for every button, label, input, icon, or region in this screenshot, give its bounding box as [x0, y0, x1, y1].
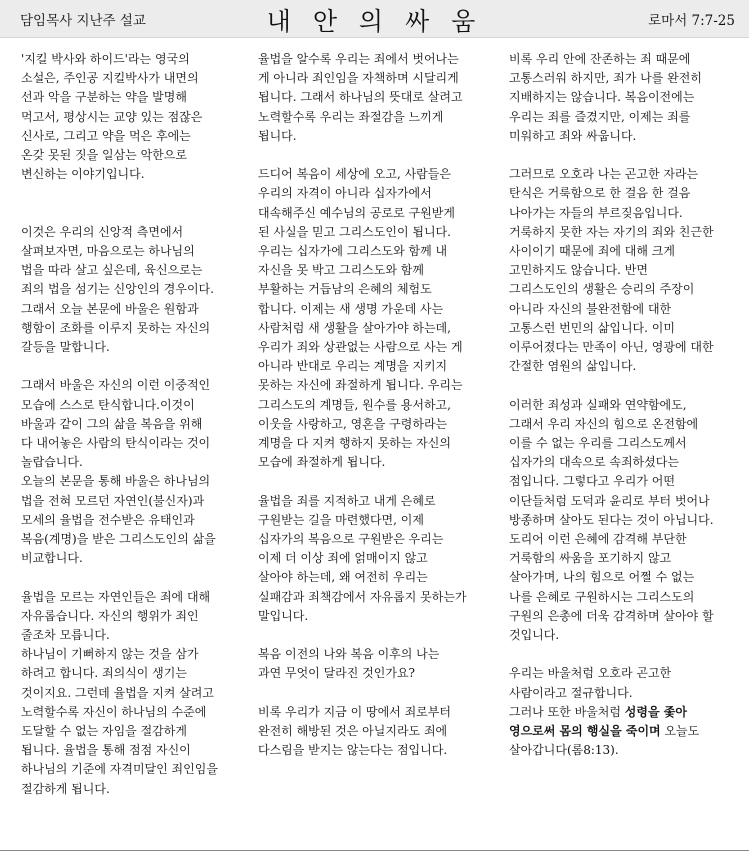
text-line: 실패감과 죄책감에서 자유롭지 못하는가 — [258, 589, 467, 604]
bold-emphasis: 성령을 좇아 — [624, 704, 687, 719]
text-line: 거룩함의 싸움을 포기하지 않고 — [509, 551, 672, 566]
text-line: 갈등을 말합니다. — [21, 340, 110, 355]
text-line — [509, 703, 739, 722]
bold-emphasis: 영으로써 몸의 행실을 죽이며 — [509, 724, 661, 739]
text-line: 다스림을 받지는 않는다는 점입니다. — [258, 743, 448, 758]
text-line: 하나님이 기뻐하지 않는 것을 삼가 — [21, 647, 199, 662]
text-line: 먹고서, 평상시는 교양 있는 점잖은 — [21, 109, 203, 124]
text-column-2 — [258, 50, 488, 760]
text-line: 이러한 죄성과 실패와 연약함에도, — [509, 397, 687, 412]
text-line: 살아가며, 나의 힘으로 어쩔 수 없는 — [509, 570, 695, 585]
text-line: 살아갑니다(롬8:13). — [509, 743, 619, 758]
text-line: 나를 은혜로 구원하시는 그리스도의 — [509, 589, 695, 604]
text-line: 고통스런 번민의 삶입니다. 이미 — [509, 320, 675, 335]
text-line: 선과 악을 구분하는 약을 발명해 — [21, 90, 187, 105]
text-line: 사람이라고 절규합니다. — [509, 685, 633, 700]
text-line: 신사로, 그리고 약을 먹은 후에는 — [21, 128, 191, 143]
text-line: 사람처럼 새 생활을 살아가야 하는데, — [258, 320, 451, 335]
text-line: 비록 우리 안에 잔존하는 죄 때문에 — [509, 52, 691, 66]
text-line: 법을 따라 살고 싶은데, 육신으로는 — [21, 263, 203, 278]
text-line: 구원받는 길을 마련했다면, 이제 — [258, 512, 424, 527]
text-line: 율법을 모르는 자연인들은 죄에 대해 — [21, 589, 211, 604]
text-line: 바울과 같이 그의 삶을 복음을 위해 — [21, 416, 203, 431]
text-line: 게 아니라 죄인임을 자책하며 시달리게 — [258, 71, 459, 86]
text-column-3 — [509, 50, 739, 760]
text-run: 그러나 또한 바울처럼 — [509, 704, 625, 719]
text-line: 계명을 다 지켜 행하지 못하는 자신의 — [258, 436, 451, 451]
text-run: 오늘도 — [660, 724, 700, 739]
text-line: 그리스도인의 생활은 승리의 주장이 — [509, 282, 695, 297]
text-line: 것이지요. 그런데 율법을 지켜 살려고 — [21, 685, 214, 700]
text-line: 우리는 십자가에 그리스도와 함께 내 — [258, 244, 448, 259]
text-line: 노력할수록 자신이 하나님의 수준에 — [21, 704, 207, 719]
text-line — [509, 722, 739, 741]
text-line: 나아가는 자들의 부르짖음입니다. — [509, 205, 683, 220]
text-line: 자유롭습니다. 자신의 행위가 죄인 — [21, 608, 199, 623]
text-line: 그러므로 오호라 나는 곤고한 자라는 — [509, 167, 699, 182]
text-line: 지배하지는 않습니다. 복음이전에는 — [509, 90, 695, 105]
text-line: 드디어 복음이 세상에 오고, 사람들은 — [258, 167, 451, 182]
text-line: 됩니다. 율법을 통해 점점 자신이 — [21, 743, 191, 758]
text-line: 십자가의 복음으로 구원받은 우리는 — [258, 532, 444, 547]
text-line: '지킬 박사와 하이드'라는 영국의 — [21, 52, 190, 66]
text-line: 도리어 이런 은혜에 감격해 부단한 — [509, 532, 687, 547]
text-line: 점입니다. 그렇다고 우리가 어떤 — [509, 474, 675, 489]
text-line: 탄식은 거룩함으로 한 걸음 한 걸음 — [509, 186, 691, 201]
text-line: 율법을 죄를 지적하고 내게 은혜로 — [258, 493, 436, 508]
text-line: 십자가의 대속으로 속죄하셨다는 — [509, 455, 679, 470]
text-line: 이를 수 없는 우리를 그리스도께서 — [509, 436, 687, 451]
text-line: 말입니다. — [258, 608, 309, 623]
text-line: 이루어졌다는 만족이 아닌, 영광에 대한 — [509, 340, 714, 355]
text-line: 구원의 은총에 더욱 감격하며 살아야 할 — [509, 608, 714, 623]
text-line: 이웃을 사랑하고, 영혼을 구령하라는 — [258, 416, 448, 431]
text-line: 모습에 좌절하게 됩니다. — [258, 455, 386, 470]
text-line: 간절한 염원의 삶입니다. — [509, 359, 637, 374]
text-line: 하나님의 기준에 자격미달인 죄인임을 — [21, 762, 218, 777]
text-line: 법을 전혀 모르던 자연인(불신자)과 — [21, 493, 205, 508]
text-line: 고민하지도 않습니다. 반면 — [509, 263, 648, 278]
text-line: 방종하며 살아도 된다는 것이 아닙니다. — [509, 512, 714, 527]
text-line: 아니라 반대로 우리는 계명을 지키지 — [258, 359, 448, 374]
text-line: 비록 우리가 지금 이 땅에서 죄로부터 — [258, 704, 451, 719]
text-line: 이것은 우리의 신앙적 측면에서 — [21, 224, 184, 239]
text-line: 우리는 죄를 즐겼지만, 이제는 죄를 — [509, 109, 691, 124]
text-line: 자신을 못 박고 그리스도와 함께 — [258, 263, 424, 278]
text-line: 절감하게 됩니다. — [21, 781, 110, 796]
text-line: 온갖 못된 짓을 일삼는 악한으로 — [21, 148, 187, 163]
text-line: 완전히 해방된 것은 아닐지라도 죄에 — [258, 724, 448, 739]
text-line: 아니라 자신의 불완전함에 대한 — [509, 301, 672, 316]
text-line: 줄조차 모릅니다. — [21, 628, 110, 643]
text-line: 다 내어놓은 사람의 탄식이라는 것이 — [21, 436, 211, 451]
header-label: 담임목사 지난주 설교 — [20, 13, 146, 29]
text-line: 된 사실을 믿고 그리스도인이 됩니다. — [258, 224, 451, 239]
text-line: 부활하는 거듭남의 은혜의 체험도 — [258, 282, 432, 297]
text-line: 하려고 합니다. 죄의식이 생기는 — [21, 666, 187, 681]
text-line: 비교합니다. — [21, 551, 83, 566]
text-line: 우리는 바울처럼 오호라 곤고한 — [509, 666, 672, 681]
text-line: 복음 이전의 나와 복음 이후의 나는 — [258, 647, 440, 662]
text-line: 고통스러워 하지만, 죄가 나를 완전히 — [509, 71, 702, 86]
text-line: 우리의 자격이 아니라 십자가에서 — [258, 186, 432, 201]
text-line: 이단들처럼 도덕과 윤리로 부터 벗어나 — [509, 493, 710, 508]
text-line: 미워하고 죄와 싸웁니다. — [509, 128, 637, 143]
text-line: 도달할 수 없는 자임을 절감하게 — [21, 724, 187, 739]
text-line: 거룩하지 못한 자는 자기의 죄와 친근한 — [509, 224, 714, 239]
text-line: 살펴보자면, 마음으로는 하나님의 — [21, 244, 195, 258]
text-line: 율법을 알수록 우리는 죄에서 벗어나는 — [258, 52, 459, 66]
text-line: 오늘의 본문을 통해 바울은 하나님의 — [21, 474, 211, 489]
text-line: 모세의 율법을 전수받은 유태인과 — [21, 512, 195, 527]
text-line: 그래서 우리 자신의 힘으로 온전함에 — [509, 416, 699, 431]
sermon-title: 내 안 의 싸 움 — [266, 7, 483, 36]
text-line: 사이이기 때문에 죄에 대해 크게 — [509, 244, 675, 259]
text-line: 그래서 바울은 자신의 이런 이중적인 — [21, 378, 211, 393]
text-line: 것입니다. — [509, 628, 560, 643]
bottom-divider — [0, 850, 749, 851]
text-line: 못하는 자신에 좌절하게 됩니다. 우리는 — [258, 378, 463, 393]
text-line: 그리스도의 계명들, 원수를 용서하고, — [258, 397, 451, 412]
text-line: 놀랍습니다. — [21, 455, 83, 470]
text-line: 됩니다. 그래서 하나님의 뜻대로 살려고 — [258, 90, 463, 105]
text-line: 합니다. 이제는 새 생명 가운데 사는 — [258, 301, 444, 316]
text-line: 됩니다. — [258, 128, 297, 143]
text-line: 모습에 스스로 탄식합니다.이것이 — [21, 397, 195, 412]
text-line: 행함이 조화를 이루지 못하는 자신의 — [21, 320, 211, 335]
text-line: 변신하는 이야기입니다. — [21, 167, 145, 182]
sermon-header — [0, 0, 749, 38]
text-line: 대속해주신 예수님의 공로로 구원받게 — [258, 205, 455, 220]
scripture-reference: 로마서 7:7-25 — [648, 13, 735, 29]
text-line: 과연 무엇이 달라진 것인가요? — [258, 666, 415, 681]
text-line: 이제 더 이상 죄에 얽매이지 않고 — [258, 551, 428, 566]
text-line: 우리가 죄와 상관없는 사람으로 사는 게 — [258, 340, 463, 355]
text-line: 그래서 오늘 본문에 바울은 원함과 — [21, 301, 199, 316]
text-line: 복음(계명)을 받은 그리스도인의 삶을 — [21, 532, 216, 547]
text-column-1 — [21, 50, 251, 799]
text-line: 살아야 하는데, 왜 여전히 우리는 — [258, 570, 428, 585]
text-line: 소설은, 주인공 지킬박사가 내면의 — [21, 71, 199, 86]
text-line: 노력할수록 우리는 좌절감을 느끼게 — [258, 109, 444, 124]
text-line: 죄의 법을 섬기는 신앙인의 경우이다. — [21, 282, 214, 297]
